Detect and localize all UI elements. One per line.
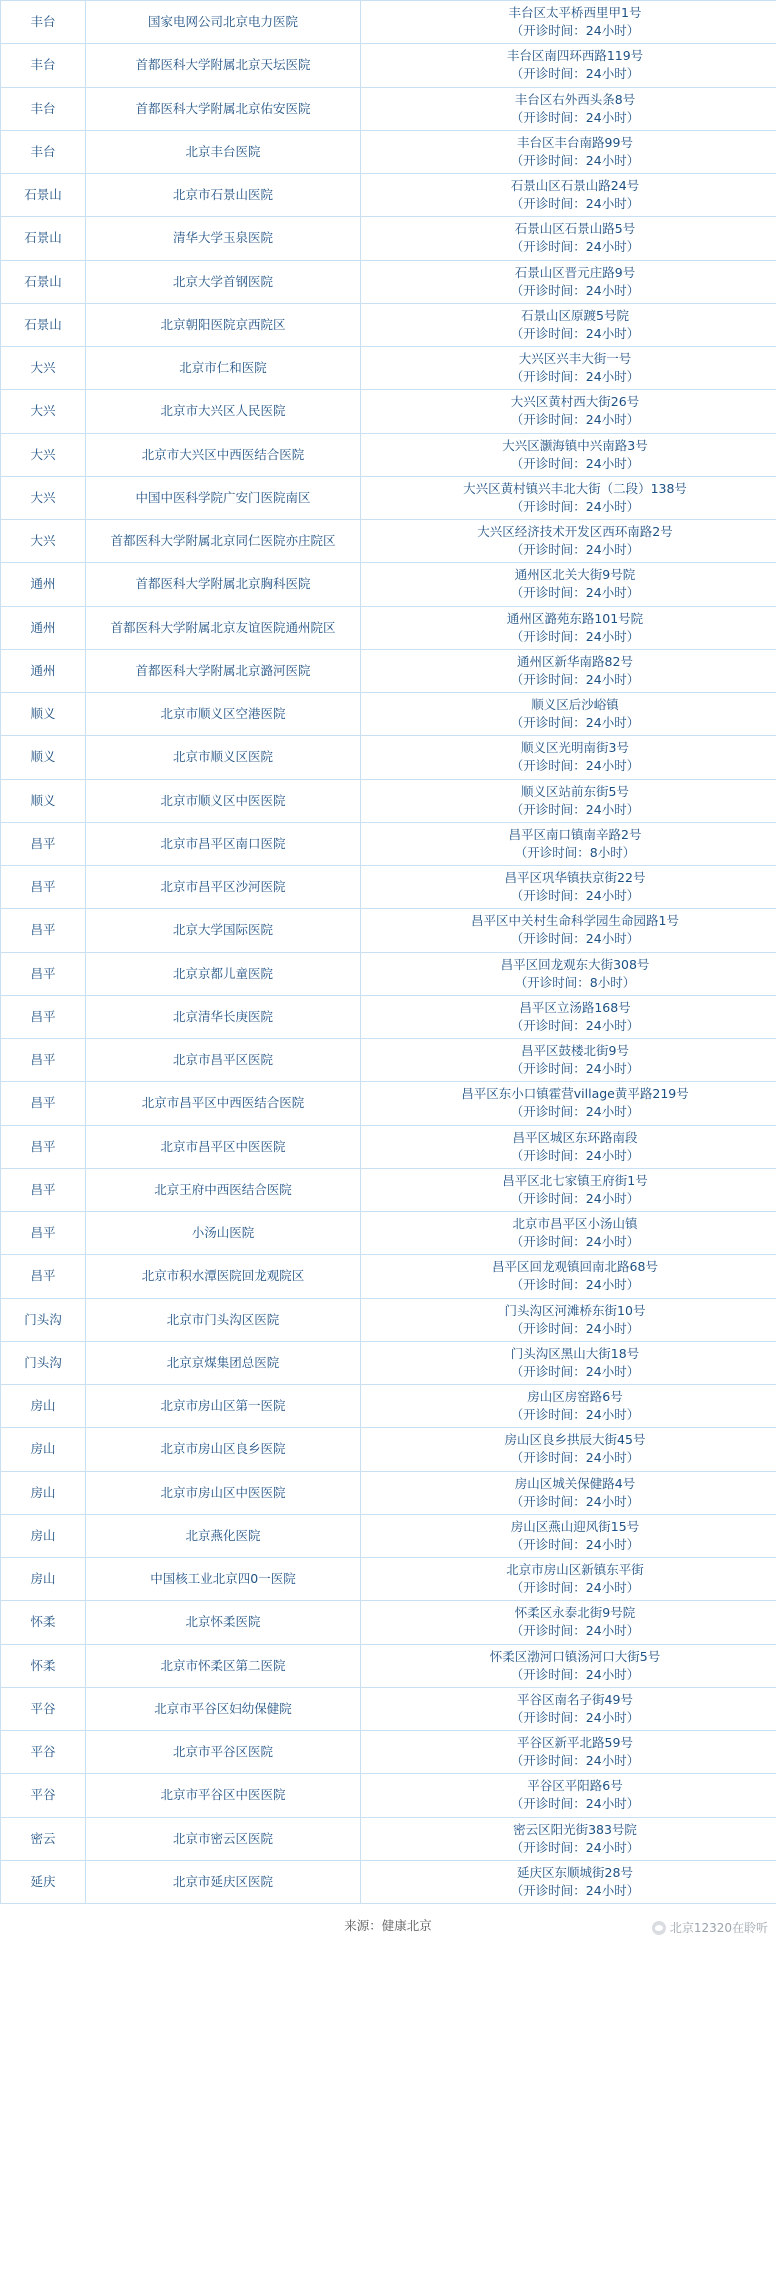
cell-address (361, 44, 776, 87)
cell-hospital-name: 北京市怀柔区第二医院 (86, 1644, 361, 1687)
cell-address (361, 779, 776, 822)
table-row (1, 1212, 776, 1255)
address-text: 昌平区城区东环路南段 (512, 1129, 638, 1145)
cell-hospital-name: 北京清华长庚医院 (86, 995, 361, 1038)
cell-hospital-name: 中国核工业北京四0一医院 (86, 1558, 361, 1601)
cell-district: 丰台 (1, 87, 86, 130)
cell-district: 密云 (1, 1817, 86, 1860)
table-row (1, 1125, 776, 1168)
hours-text: （开诊时间：24小时） (510, 412, 640, 428)
weibo-icon (652, 1921, 666, 1935)
cell-hospital-name: 北京市昌平区中西医结合医院 (86, 1082, 361, 1125)
table-row (1, 260, 776, 303)
hours-text: （开诊时间：24小时） (510, 369, 640, 385)
hours-text: （开诊时间：24小时） (510, 1666, 640, 1682)
table-row (1, 1817, 776, 1860)
table-row (1, 433, 776, 476)
cell-address (361, 736, 776, 779)
cell-address (361, 1212, 776, 1255)
cell-district: 昌平 (1, 909, 86, 952)
source-text: 来源：健康北京 (344, 1918, 432, 1933)
table-row (1, 563, 776, 606)
cell-district: 怀柔 (1, 1644, 86, 1687)
address-text: 丰台区右外西头条8号 (514, 91, 636, 107)
cell-hospital-name: 北京王府中西医结合医院 (86, 1168, 361, 1211)
table-row (1, 390, 776, 433)
cell-address (361, 1039, 776, 1082)
cell-district: 延庆 (1, 1860, 86, 1903)
table-row (1, 1601, 776, 1644)
cell-address (361, 1, 776, 44)
table-row (1, 909, 776, 952)
cell-district: 大兴 (1, 520, 86, 563)
hours-text: （开诊时间：24小时） (510, 23, 640, 39)
cell-address (361, 606, 776, 649)
cell-address (361, 1385, 776, 1428)
cell-district: 昌平 (1, 866, 86, 909)
address-text: 昌平区南口镇南辛路2号 (508, 826, 642, 842)
cell-address (361, 217, 776, 260)
cell-hospital-name: 北京大学首钢医院 (86, 260, 361, 303)
cell-hospital-name: 北京市平谷区妇幼保健院 (86, 1687, 361, 1730)
table-row (1, 649, 776, 692)
table-row (1, 520, 776, 563)
address-text: 丰台区太平桥西里甲1号 (508, 5, 642, 20)
address-text: 房山区城关保健路4号 (514, 1475, 636, 1491)
address-text: 昌平区东小口镇霍营village黄平路219号 (461, 1086, 689, 1102)
hours-text: （开诊时间：24小时） (510, 1839, 640, 1855)
cell-hospital-name: 北京怀柔医院 (86, 1601, 361, 1644)
address-text: 房山区燕山迎风街15号 (510, 1518, 640, 1534)
address-text: 丰台区丰台南路99号 (517, 134, 633, 150)
cell-district: 平谷 (1, 1774, 86, 1817)
address-text: 房山区房窑路6号 (527, 1389, 623, 1404)
table-row (1, 347, 776, 390)
hours-text: （开诊时间：24小时） (510, 1017, 640, 1033)
cell-hospital-name: 北京市石景山医院 (86, 174, 361, 217)
table-row (1, 779, 776, 822)
cell-hospital-name: 北京市密云区医院 (86, 1817, 361, 1860)
table-row (1, 1385, 776, 1428)
table-row (1, 303, 776, 346)
address-text: 顺义区后沙峪镇 (531, 697, 619, 712)
cell-district: 平谷 (1, 1687, 86, 1730)
hours-text: （开诊时间：24小时） (510, 1320, 640, 1336)
address-text: 顺义区站前东街5号 (521, 783, 629, 799)
table-row (1, 174, 776, 217)
cell-address (361, 390, 776, 433)
cell-address (361, 1774, 776, 1817)
hours-text: （开诊时间：24小时） (510, 585, 640, 601)
cell-hospital-name: 首都医科大学附属北京胸科医院 (86, 563, 361, 606)
address-text: 大兴区灏海镇中兴南路3号 (502, 437, 648, 453)
address-text: 密云区阳光街383号院 (513, 1821, 637, 1837)
table-row (1, 1341, 776, 1384)
cell-district: 丰台 (1, 44, 86, 87)
cell-district: 昌平 (1, 995, 86, 1038)
cell-address (361, 952, 776, 995)
cell-hospital-name: 首都医科大学附属北京佑安医院 (86, 87, 361, 130)
cell-district: 大兴 (1, 433, 86, 476)
address-text: 昌平区北七家镇王府街1号 (502, 1172, 648, 1188)
address-text: 大兴区兴丰大街一号 (518, 351, 632, 366)
cell-address (361, 822, 776, 865)
address-text: 平谷区南名子街49号 (517, 1691, 633, 1707)
cell-address (361, 866, 776, 909)
cell-district: 怀柔 (1, 1601, 86, 1644)
cell-district: 石景山 (1, 174, 86, 217)
cell-address (361, 1082, 776, 1125)
hours-text: （开诊时间：24小时） (510, 1623, 640, 1639)
table-row (1, 1774, 776, 1817)
table-row (1, 1168, 776, 1211)
cell-district: 昌平 (1, 1212, 86, 1255)
cell-address (361, 1341, 776, 1384)
hours-text: （开诊时间：24小时） (510, 455, 640, 471)
hours-text: （开诊时间：24小时） (510, 1234, 640, 1250)
cell-address (361, 1817, 776, 1860)
cell-district: 大兴 (1, 476, 86, 519)
hours-text: （开诊时间：24小时） (510, 1190, 640, 1206)
cell-district: 丰台 (1, 1, 86, 44)
hours-text: （开诊时间：24小时） (510, 1796, 640, 1812)
address-text: 昌平区中关村生命科学园生命园路1号 (471, 913, 679, 929)
address-text: 昌平区鼓楼北街9号 (521, 1043, 629, 1058)
cell-address (361, 520, 776, 563)
table-row (1, 1687, 776, 1730)
cell-district: 房山 (1, 1385, 86, 1428)
address-text: 房山区良乡拱辰大街45号 (504, 1432, 646, 1448)
hours-text: （开诊时间：24小时） (510, 66, 640, 82)
cell-district: 顺义 (1, 693, 86, 736)
cell-address (361, 995, 776, 1038)
hours-text: （开诊时间：24小时） (510, 1709, 640, 1725)
hours-text: （开诊时间：24小时） (510, 1363, 640, 1379)
address-text: 通州区新华南路82号 (517, 653, 633, 669)
cell-hospital-name: 北京大学国际医院 (86, 909, 361, 952)
address-text: 门头沟区河滩桥东街10号 (504, 1302, 646, 1318)
cell-hospital-name: 北京市顺义区空港医院 (86, 693, 361, 736)
hours-text: （开诊时间：24小时） (510, 282, 640, 298)
cell-district: 顺义 (1, 736, 86, 779)
cell-hospital-name: 北京市顺义区医院 (86, 736, 361, 779)
cell-district: 昌平 (1, 952, 86, 995)
cell-hospital-name: 北京市昌平区中医医院 (86, 1125, 361, 1168)
hours-text: （开诊时间：24小时） (510, 325, 640, 341)
cell-address (361, 1687, 776, 1730)
hours-text: （开诊时间：8小时） (514, 974, 636, 990)
cell-district: 通州 (1, 563, 86, 606)
hours-text: （开诊时间：24小时） (510, 542, 640, 558)
cell-hospital-name: 北京市昌平区医院 (86, 1039, 361, 1082)
cell-hospital-name: 首都医科大学附属北京天坛医院 (86, 44, 361, 87)
cell-district: 房山 (1, 1471, 86, 1514)
cell-hospital-name: 北京京煤集团总医院 (86, 1341, 361, 1384)
address-text: 通州区潞苑东路101号院 (506, 610, 644, 626)
cell-district: 房山 (1, 1428, 86, 1471)
cell-address (361, 174, 776, 217)
hours-text: （开诊时间：24小时） (510, 801, 640, 817)
table-row (1, 606, 776, 649)
address-text: 通州区北关大街9号院 (514, 567, 636, 583)
cell-address (361, 1558, 776, 1601)
address-text: 石景山区石景山路24号 (510, 178, 640, 193)
hours-text: （开诊时间：24小时） (510, 888, 640, 904)
table-row (1, 1, 776, 44)
cell-district: 石景山 (1, 303, 86, 346)
address-text: 大兴区经济技术开发区西环南路2号 (477, 524, 673, 539)
hours-text: （开诊时间：24小时） (510, 1277, 640, 1293)
cell-district: 昌平 (1, 1039, 86, 1082)
address-text: 延庆区东顺城街28号 (517, 1864, 633, 1880)
cell-hospital-name: 北京朝阳医院京西院区 (86, 303, 361, 346)
address-text: 怀柔区渤河口镇汤河口大街5号 (489, 1648, 661, 1664)
cell-hospital-name: 北京市积水潭医院回龙观院区 (86, 1255, 361, 1298)
table-row (1, 1514, 776, 1557)
cell-hospital-name: 北京市大兴区人民医院 (86, 390, 361, 433)
hours-text: （开诊时间：24小时） (510, 931, 640, 947)
address-text: 昌平区回龙观东大街308号 (500, 956, 650, 972)
cell-district: 大兴 (1, 347, 86, 390)
cell-hospital-name: 北京市房山区良乡医院 (86, 1428, 361, 1471)
cell-hospital-name: 首都医科大学附属北京潞河医院 (86, 649, 361, 692)
table-row (1, 736, 776, 779)
cell-hospital-name: 北京市仁和医院 (86, 347, 361, 390)
cell-hospital-name: 北京市平谷区中医医院 (86, 1774, 361, 1817)
cell-district: 门头沟 (1, 1341, 86, 1384)
cell-district: 通州 (1, 606, 86, 649)
cell-address (361, 87, 776, 130)
hours-text: （开诊时间：24小时） (510, 1493, 640, 1509)
hours-text: （开诊时间：24小时） (510, 1407, 640, 1423)
cell-address (361, 1255, 776, 1298)
cell-district: 昌平 (1, 1082, 86, 1125)
table-row (1, 1082, 776, 1125)
hours-text: （开诊时间：24小时） (510, 1147, 640, 1163)
cell-address (361, 563, 776, 606)
cell-address (361, 1168, 776, 1211)
hours-text: （开诊时间：24小时） (510, 628, 640, 644)
table-row (1, 952, 776, 995)
cell-hospital-name: 北京市大兴区中西医结合医院 (86, 433, 361, 476)
weibo-watermark (652, 1919, 768, 1936)
cell-district: 昌平 (1, 822, 86, 865)
cell-hospital-name: 首都医科大学附属北京同仁医院亦庄院区 (86, 520, 361, 563)
cell-address (361, 1125, 776, 1168)
table-row (1, 476, 776, 519)
cell-district: 石景山 (1, 260, 86, 303)
cell-address (361, 1514, 776, 1557)
address-text: 昌平区巩华镇扶京街22号 (504, 870, 646, 885)
table-row (1, 822, 776, 865)
address-text: 平谷区平阳路6号 (527, 1778, 623, 1794)
cell-hospital-name: 北京京都儿童医院 (86, 952, 361, 995)
cell-hospital-name: 北京市顺义区中医医院 (86, 779, 361, 822)
table-row (1, 87, 776, 130)
cell-address (361, 433, 776, 476)
address-text: 北京市房山区新镇东平街 (506, 1562, 644, 1577)
cell-district: 房山 (1, 1558, 86, 1601)
hours-text: （开诊时间：24小时） (510, 758, 640, 774)
cell-address (361, 1644, 776, 1687)
cell-district: 昌平 (1, 1255, 86, 1298)
cell-address (361, 1298, 776, 1341)
hours-text: （开诊时间：24小时） (510, 1580, 640, 1596)
cell-address (361, 303, 776, 346)
table-row (1, 1039, 776, 1082)
cell-address (361, 1428, 776, 1471)
table-row (1, 44, 776, 87)
address-text: 昌平区立汤路168号 (519, 999, 631, 1015)
hours-text: （开诊时间：8小时） (514, 844, 636, 860)
table-row (1, 1471, 776, 1514)
cell-address (361, 693, 776, 736)
cell-hospital-name: 北京丰台医院 (86, 130, 361, 173)
address-text: 石景山区晋元庄路9号 (514, 264, 636, 280)
hours-text: （开诊时间：24小时） (510, 1104, 640, 1120)
address-text: 门头沟区黑山大街18号 (510, 1345, 640, 1361)
cell-address (361, 260, 776, 303)
cell-hospital-name: 北京市延庆区医院 (86, 1860, 361, 1903)
hours-text: （开诊时间：24小时） (510, 1882, 640, 1898)
table-row (1, 693, 776, 736)
table-body (1, 1, 776, 1904)
cell-district: 门头沟 (1, 1298, 86, 1341)
address-text: 昌平区回龙观镇回南北路68号 (492, 1259, 658, 1275)
hours-text: （开诊时间：24小时） (510, 498, 640, 514)
hours-text: （开诊时间：24小时） (510, 715, 640, 731)
cell-address (361, 909, 776, 952)
cell-district: 平谷 (1, 1731, 86, 1774)
hours-text: （开诊时间：24小时） (510, 239, 640, 255)
cell-hospital-name: 清华大学玉泉医院 (86, 217, 361, 260)
address-text: 顺义区光明南街3号 (521, 740, 629, 756)
hours-text: （开诊时间：24小时） (510, 1061, 640, 1077)
cell-hospital-name: 首都医科大学附属北京友谊医院通州院区 (86, 606, 361, 649)
address-text: 平谷区新平北路59号 (517, 1735, 633, 1750)
cell-hospital-name: 小汤山医院 (86, 1212, 361, 1255)
address-text: 丰台区南四环西路119号 (506, 48, 644, 64)
address-text: 怀柔区永泰北街9号院 (514, 1605, 636, 1621)
cell-address (361, 476, 776, 519)
cell-district: 大兴 (1, 390, 86, 433)
cell-hospital-name: 北京市昌平区南口医院 (86, 822, 361, 865)
table-row (1, 1644, 776, 1687)
table-row (1, 1255, 776, 1298)
cell-district: 昌平 (1, 1125, 86, 1168)
hours-text: （开诊时间：24小时） (510, 196, 640, 212)
hours-text: （开诊时间：24小时） (510, 1450, 640, 1466)
cell-district: 丰台 (1, 130, 86, 173)
hours-text: （开诊时间：24小时） (510, 671, 640, 687)
table-row (1, 1860, 776, 1903)
address-text: 北京市昌平区小汤山镇 (512, 1216, 638, 1231)
cell-hospital-name: 北京燕化医院 (86, 1514, 361, 1557)
hours-text: （开诊时间：24小时） (510, 109, 640, 125)
table-row (1, 1731, 776, 1774)
hours-text: （开诊时间：24小时） (510, 1536, 640, 1552)
cell-address (361, 1731, 776, 1774)
address-text: 大兴区黄村西大街26号 (510, 394, 640, 410)
table-row (1, 1558, 776, 1601)
cell-district: 通州 (1, 649, 86, 692)
cell-district: 房山 (1, 1514, 86, 1557)
cell-hospital-name: 北京市房山区第一医院 (86, 1385, 361, 1428)
cell-district: 石景山 (1, 217, 86, 260)
watermark-text: 北京12320在聆听 (669, 1921, 768, 1935)
table-row (1, 995, 776, 1038)
hours-text: （开诊时间：24小时） (510, 152, 640, 168)
cell-hospital-name: 北京市门头沟区医院 (86, 1298, 361, 1341)
footer (0, 1904, 776, 1940)
table-row (1, 1428, 776, 1471)
cell-address (361, 1601, 776, 1644)
cell-address (361, 1860, 776, 1903)
address-text: 石景山区石景山路5号 (514, 221, 636, 237)
table-row (1, 1298, 776, 1341)
cell-hospital-name: 中国中医科学院广安门医院南区 (86, 476, 361, 519)
cell-hospital-name: 北京市房山区中医医院 (86, 1471, 361, 1514)
address-text: 大兴区黄村镇兴丰北大街（二段）138号 (463, 480, 687, 496)
hours-text: （开诊时间：24小时） (510, 1753, 640, 1769)
cell-hospital-name: 北京市昌平区沙河医院 (86, 866, 361, 909)
table-row (1, 866, 776, 909)
cell-district: 昌平 (1, 1168, 86, 1211)
cell-address (361, 347, 776, 390)
cell-address (361, 1471, 776, 1514)
address-text: 石景山区原踱5号院 (521, 307, 629, 323)
cell-address (361, 130, 776, 173)
cell-address (361, 649, 776, 692)
cell-hospital-name: 北京市平谷区医院 (86, 1731, 361, 1774)
table-row (1, 130, 776, 173)
table-row (1, 217, 776, 260)
cell-district: 顺义 (1, 779, 86, 822)
cell-hospital-name: 国家电网公司北京电力医院 (86, 1, 361, 44)
